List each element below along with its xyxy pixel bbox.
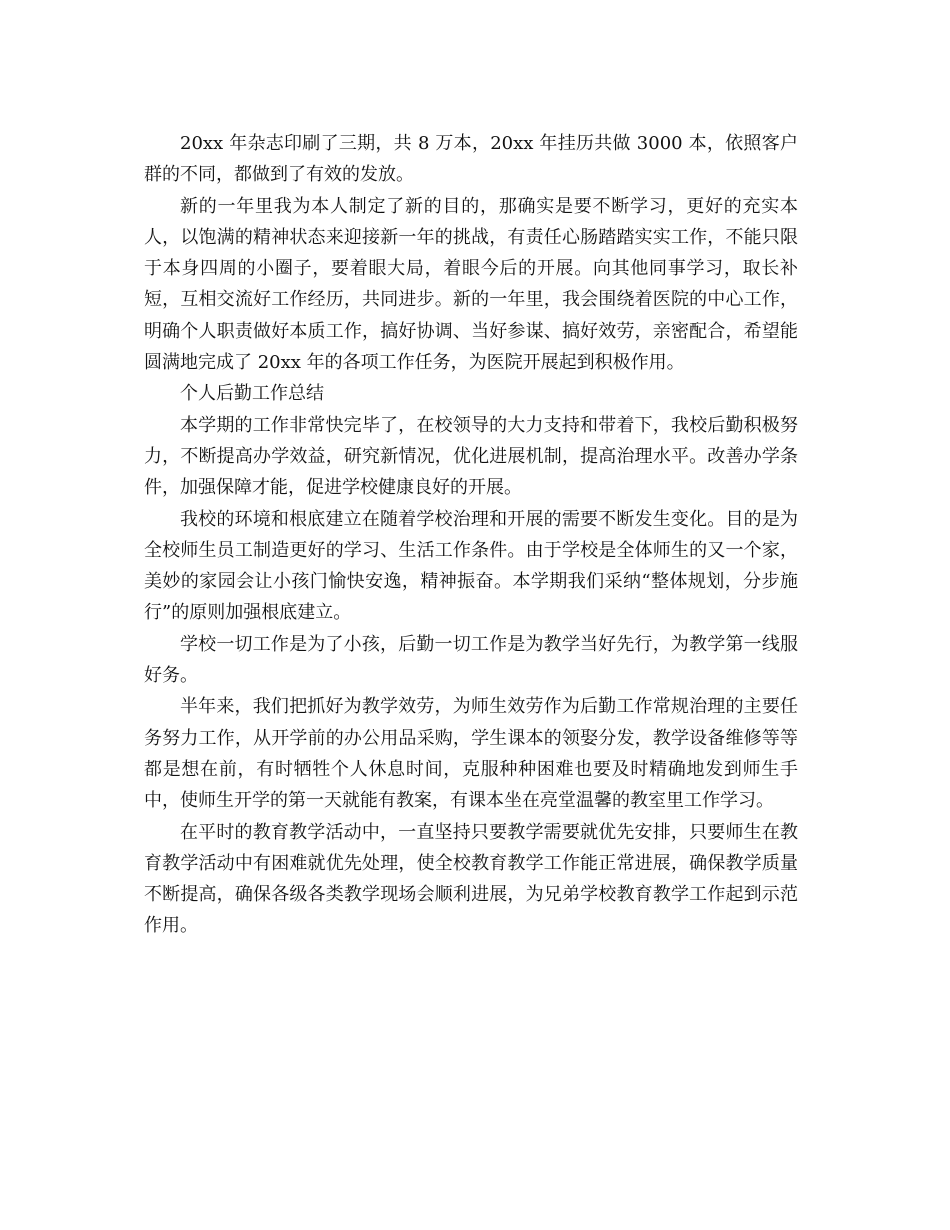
paragraph-teaching-priority: 在平时的教育教学活动中，一直坚持只要教学需要就优先安排，只要师生在教育教学活动中有困难就优先处理，使全校教育教学工作能正常进展，确保教学质量不断提高，确保各级各类教学现场会顺利进展，为兄弟学校教育教学工作起到示范作用。 xyxy=(144,821,798,937)
paragraph-environment: 我校的环境和根底建立在随着学校治理和开展的需要不断发生变化。目的是为全校师生员工制造更好的学习、生活工作条件。由于学校是全体师生的又一个家，美妙的家园会让小孩门愉快安逸，精神振奋。本学期我们采纳“整体规划，分步施行”的原则加强根底建立。 xyxy=(144,508,798,624)
paragraph-semester-summary: 本学期的工作非常快完毕了，在校领导的大力支持和带着下，我校后勤积极努力，不断提高办学效益，研究新情况，优化进展机制，提高治理水平。改善办学条件，加强保障才能，促进学校健康良好的开展。 xyxy=(144,414,798,499)
paragraph-half-year-work: 半年来，我们把抓好为教学效劳，为师生效劳作为后勤工作常规治理的主要任务努力工作，从开学前的办公用品采购，学生课本的领娶分发，教学设备维修等等都是想在前，有时牺牲个人休息时间，克服种种困难也要及时精确地发到师生手中，使师生开学的第一天就能有教案，有课本坐在亮堂温馨的教室里工作学习。 xyxy=(144,696,798,812)
document-page xyxy=(144,128,798,942)
paragraph-logistics-purpose: 学校一切工作是为了小孩，后勤一切工作是为教学当好先行，为教学第一线服好务。 xyxy=(144,633,798,687)
paragraph-new-year-goals: 新的一年里我为本人制定了新的目的，那确实是要不断学习，更好的充实本人，以饱满的精神状态来迎接新一年的挑战，有责任心肠踏踏实实工作，不能只限于本身四周的小圈子，要着眼大局，着眼今后的开展。向其他同事学习，取长补短，互相交流好工作经历，共同进步。新的一年里，我会围绕着医院的中心工作，明确个人职责做好本质工作，搞好协调、当好参谋、搞好效劳，亲密配合，希望能圆满地完成了 20xx 年的各项工作任务，为医院开展起到积极作用。 xyxy=(144,195,798,374)
section-heading: 个人后勤工作总结 xyxy=(180,383,324,405)
paragraph-magazine-printing: 20xx 年杂志印刷了三期，共 8 万本，20xx 年挂历共做 3000 本，依照客户群的不同，都做到了有效的发放。 xyxy=(144,133,798,186)
